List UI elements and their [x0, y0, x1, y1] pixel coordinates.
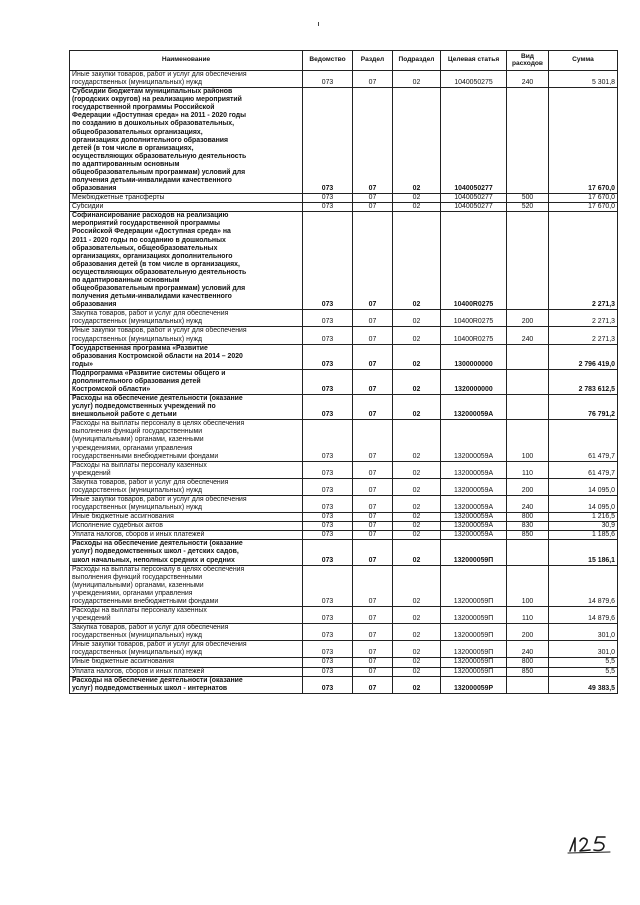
row-razdel: 07: [353, 420, 393, 461]
row-razdel: 07: [353, 607, 393, 624]
table-row: [70, 658, 618, 667]
row-celevaya-statya: 132000059П: [441, 565, 507, 606]
row-vid-raskhodov: [507, 344, 549, 369]
row-celevaya-statya: 132000059А: [441, 531, 507, 540]
row-vedomstvo: 073: [303, 676, 353, 693]
row-summa: 2 796 419,0: [549, 344, 618, 369]
row-name: Подпрограмма «Развитие системы общего и дополнительного образования детей Костромской области»: [70, 369, 303, 394]
row-name: Закупка товаров, работ и услуг для обеспечения государственных (муниципальных) нужд: [70, 624, 303, 641]
row-name: Расходы на обеспечение деятельности (оказание услуг) подведомственных школ - детских садов, школ начальных, неполных средних и средних: [70, 540, 303, 565]
table-row: [70, 461, 618, 478]
row-vedomstvo: 073: [303, 420, 353, 461]
row-razdel: 07: [353, 395, 393, 420]
row-razdel: 07: [353, 344, 393, 369]
row-razdel: 07: [353, 88, 393, 194]
row-vedomstvo: 073: [303, 641, 353, 658]
row-vid-raskhodov: 850: [507, 667, 549, 676]
row-vid-raskhodov: [507, 88, 549, 194]
row-name: Иные закупки товаров, работ и услуг для обеспечения государственных (муниципальных) нужд: [70, 71, 303, 88]
row-summa: 2 271,3: [549, 310, 618, 327]
row-podrazdel: 02: [393, 203, 441, 212]
row-vedomstvo: 073: [303, 513, 353, 522]
row-celevaya-statya: 132000059А: [441, 522, 507, 531]
handwritten-page-number: [566, 834, 614, 854]
row-summa: 301,0: [549, 624, 618, 641]
row-celevaya-statya: 132000059П: [441, 624, 507, 641]
row-podrazdel: 02: [393, 420, 441, 461]
table-row: [70, 395, 618, 420]
row-summa: 14 879,6: [549, 565, 618, 606]
row-summa: 5 301,8: [549, 71, 618, 88]
row-vid-raskhodov: [507, 676, 549, 693]
row-celevaya-statya: 132000059А: [441, 495, 507, 512]
row-podrazdel: 02: [393, 624, 441, 641]
row-celevaya-statya: 132000059П: [441, 667, 507, 676]
table-row: [70, 71, 618, 88]
row-vedomstvo: 073: [303, 461, 353, 478]
row-name: Закупка товаров, работ и услуг для обеспечения государственных (муниципальных) нужд: [70, 478, 303, 495]
row-podrazdel: 02: [393, 641, 441, 658]
row-razdel: 07: [353, 478, 393, 495]
row-podrazdel: 02: [393, 667, 441, 676]
row-name: Расходы на выплаты персоналу казенных учреждений: [70, 607, 303, 624]
table-row: [70, 327, 618, 344]
row-name: Уплата налогов, сборов и иных платежей: [70, 531, 303, 540]
row-vedomstvo: 073: [303, 478, 353, 495]
row-podrazdel: 02: [393, 478, 441, 495]
row-summa: 61 479,7: [549, 420, 618, 461]
header-celevaya-statya: Целевая статья: [441, 51, 507, 71]
row-vedomstvo: 073: [303, 212, 353, 310]
row-podrazdel: 02: [393, 71, 441, 88]
row-vid-raskhodov: 830: [507, 522, 549, 531]
row-name: Расходы на выплаты персоналу в целях обеспечения выполнения функций государственными (муниципальными) органами, казенными учреждениями, органами управления государственными внебюджетными фондами: [70, 420, 303, 461]
table-row: [70, 212, 618, 310]
row-name: Расходы на выплаты персоналу в целях обеспечения выполнения функций государственными (муниципальными) органами, казенными учреждениями, органами управления государственными внебюджетными фондами: [70, 565, 303, 606]
row-razdel: 07: [353, 327, 393, 344]
row-vid-raskhodov: [507, 369, 549, 394]
row-summa: 2 271,3: [549, 212, 618, 310]
row-podrazdel: 02: [393, 344, 441, 369]
row-celevaya-statya: 1040050275: [441, 71, 507, 88]
table-row: [70, 344, 618, 369]
row-celevaya-statya: 132000059П: [441, 607, 507, 624]
row-vid-raskhodov: [507, 212, 549, 310]
table-row: [70, 641, 618, 658]
row-name: Субсидии: [70, 203, 303, 212]
row-name: Иные закупки товаров, работ и услуг для обеспечения государственных (муниципальных) нужд: [70, 327, 303, 344]
row-vedomstvo: 073: [303, 310, 353, 327]
row-name: Закупка товаров, работ и услуг для обеспечения государственных (муниципальных) нужд: [70, 310, 303, 327]
table-row: [70, 624, 618, 641]
row-celevaya-statya: 132000059Р: [441, 676, 507, 693]
row-celevaya-statya: 132000059П: [441, 658, 507, 667]
row-podrazdel: 02: [393, 495, 441, 512]
table-header-row: [70, 51, 618, 71]
row-vedomstvo: 073: [303, 327, 353, 344]
row-name: Софинансирование расходов на реализацию мероприятий государственной программы Российской Федерации «Доступная среда» на 2011 - 2020 годы по созданию в дошкольных образовательных, общеобразовательных организациях, организациях дополнительного образования детей (в том числе в организациях, осуществляющих образовательную деятельность по адаптированным основным общеобразовательным программам) условий для получения детьми-инвалидами качественного образования: [70, 212, 303, 310]
row-razdel: 07: [353, 641, 393, 658]
row-vid-raskhodov: 240: [507, 327, 549, 344]
row-vedomstvo: 073: [303, 658, 353, 667]
row-celevaya-statya: 1300000000: [441, 344, 507, 369]
table-row: [70, 203, 618, 212]
table-row: [70, 310, 618, 327]
table-body: [70, 71, 618, 694]
table-row: [70, 495, 618, 512]
header-podrazdel: Подраздел: [393, 51, 441, 71]
row-podrazdel: 02: [393, 540, 441, 565]
table-row: [70, 369, 618, 394]
row-vid-raskhodov: 520: [507, 203, 549, 212]
row-summa: 1 216,5: [549, 513, 618, 522]
row-celevaya-statya: 132000059А: [441, 478, 507, 495]
row-vedomstvo: 073: [303, 88, 353, 194]
table-row: [70, 676, 618, 693]
row-summa: 14 095,0: [549, 495, 618, 512]
row-name: Расходы на выплаты персоналу казенных учреждений: [70, 461, 303, 478]
row-razdel: 07: [353, 667, 393, 676]
row-summa: 30,9: [549, 522, 618, 531]
row-razdel: 07: [353, 565, 393, 606]
row-celevaya-statya: 1040050277: [441, 88, 507, 194]
row-celevaya-statya: 1320000000: [441, 369, 507, 394]
row-vedomstvo: 073: [303, 395, 353, 420]
row-vid-raskhodov: 100: [507, 420, 549, 461]
header-summa: Сумма: [549, 51, 618, 71]
row-vedomstvo: 073: [303, 540, 353, 565]
row-vid-raskhodov: 110: [507, 607, 549, 624]
row-vid-raskhodov: 800: [507, 513, 549, 522]
row-name: Иные бюджетные ассигнования: [70, 658, 303, 667]
row-razdel: 07: [353, 540, 393, 565]
row-celevaya-statya: 10400R0275: [441, 327, 507, 344]
row-name: Иные закупки товаров, работ и услуг для обеспечения государственных (муниципальных) нужд: [70, 641, 303, 658]
table-row: [70, 565, 618, 606]
row-podrazdel: 02: [393, 522, 441, 531]
row-vedomstvo: 073: [303, 624, 353, 641]
row-podrazdel: 02: [393, 88, 441, 194]
row-name: Уплата налогов, сборов и иных платежей: [70, 667, 303, 676]
row-celevaya-statya: 132000059А: [441, 513, 507, 522]
row-vedomstvo: 073: [303, 607, 353, 624]
row-name: Субсидии бюджетам муниципальных районов (городских округов) на реализацию мероприятий государственной программы Российской Федерации «Доступная среда» на 2011 - 2020 годы по созданию в дошкольных образовательных, общеобразовательных организациях, организациях дополнительного образования детей (в том числе в организациях, осуществляющих образовательную деятельность по адаптированным основным общеобразовательным программам) условий для получения детьми-инвалидами качественного образования: [70, 88, 303, 194]
row-celevaya-statya: 132000059П: [441, 641, 507, 658]
row-summa: 14 879,6: [549, 607, 618, 624]
row-celevaya-statya: 132000059А: [441, 420, 507, 461]
row-summa: 76 791,2: [549, 395, 618, 420]
row-summa: 17 670,0: [549, 203, 618, 212]
row-vedomstvo: 073: [303, 667, 353, 676]
table-row: [70, 540, 618, 565]
row-celevaya-statya: 132000059П: [441, 540, 507, 565]
row-vedomstvo: 073: [303, 495, 353, 512]
row-podrazdel: 02: [393, 395, 441, 420]
row-vedomstvo: 073: [303, 369, 353, 394]
row-razdel: 07: [353, 71, 393, 88]
row-razdel: 07: [353, 531, 393, 540]
row-celevaya-statya: 1040050277: [441, 194, 507, 203]
row-name: Иные бюджетные ассигнования: [70, 513, 303, 522]
row-vedomstvo: 073: [303, 71, 353, 88]
row-summa: 49 383,5: [549, 676, 618, 693]
row-celevaya-statya: 1040050277: [441, 203, 507, 212]
row-name: Иные закупки товаров, работ и услуг для обеспечения государственных (муниципальных) нужд: [70, 495, 303, 512]
row-podrazdel: 02: [393, 565, 441, 606]
table-row: [70, 522, 618, 531]
row-name: Расходы на обеспечение деятельности (оказание услуг) подведомственных учреждений по внешкольной работе с детьми: [70, 395, 303, 420]
row-razdel: 07: [353, 212, 393, 310]
table-row: [70, 478, 618, 495]
row-vid-raskhodov: 240: [507, 495, 549, 512]
header-vedomstvo: Ведомство: [303, 51, 353, 71]
row-celevaya-statya: 10400R0275: [441, 310, 507, 327]
row-podrazdel: 02: [393, 531, 441, 540]
table-row: [70, 667, 618, 676]
header-razdel: Раздел: [353, 51, 393, 71]
row-vedomstvo: 073: [303, 531, 353, 540]
row-razdel: 07: [353, 194, 393, 203]
table-row: [70, 194, 618, 203]
row-podrazdel: 02: [393, 369, 441, 394]
row-summa: 1 185,6: [549, 531, 618, 540]
row-razdel: 07: [353, 513, 393, 522]
row-vid-raskhodov: [507, 540, 549, 565]
row-podrazdel: 02: [393, 676, 441, 693]
row-vedomstvo: 073: [303, 522, 353, 531]
row-podrazdel: 02: [393, 658, 441, 667]
row-vid-raskhodov: 200: [507, 310, 549, 327]
table-row: [70, 88, 618, 194]
row-summa: 5,5: [549, 658, 618, 667]
row-razdel: 07: [353, 624, 393, 641]
row-summa: 2 271,3: [549, 327, 618, 344]
header-vid-raskhodov: Вид расходов: [507, 51, 549, 71]
row-razdel: 07: [353, 203, 393, 212]
row-podrazdel: 02: [393, 212, 441, 310]
row-vedomstvo: 073: [303, 565, 353, 606]
row-vid-raskhodov: 850: [507, 531, 549, 540]
row-celevaya-statya: 132000059А: [441, 461, 507, 478]
table-row: [70, 531, 618, 540]
row-razdel: 07: [353, 676, 393, 693]
table-row: [70, 513, 618, 522]
row-vid-raskhodov: 110: [507, 461, 549, 478]
row-name: Расходы на обеспечение деятельности (оказание услуг) подведомственных школ - интернатов: [70, 676, 303, 693]
table-row: [70, 607, 618, 624]
row-vid-raskhodov: 800: [507, 658, 549, 667]
row-vid-raskhodov: 200: [507, 478, 549, 495]
row-summa: 2 783 612,5: [549, 369, 618, 394]
row-podrazdel: 02: [393, 513, 441, 522]
row-name: Межбюджетные трансферты: [70, 194, 303, 203]
row-celevaya-statya: 132000059А: [441, 395, 507, 420]
row-vid-raskhodov: 240: [507, 641, 549, 658]
budget-table: [69, 50, 618, 694]
row-vid-raskhodov: 200: [507, 624, 549, 641]
table-row: [70, 420, 618, 461]
row-podrazdel: 02: [393, 310, 441, 327]
row-razdel: 07: [353, 310, 393, 327]
row-summa: 17 670,0: [549, 88, 618, 194]
row-summa: 14 095,0: [549, 478, 618, 495]
row-summa: 61 479,7: [549, 461, 618, 478]
row-vid-raskhodov: 240: [507, 71, 549, 88]
row-name: Исполнение судебных актов: [70, 522, 303, 531]
row-vedomstvo: 073: [303, 203, 353, 212]
row-summa: 15 186,1: [549, 540, 618, 565]
row-razdel: 07: [353, 495, 393, 512]
row-vedomstvo: 073: [303, 344, 353, 369]
row-vedomstvo: 073: [303, 194, 353, 203]
row-podrazdel: 02: [393, 461, 441, 478]
header-name: Наименование: [70, 51, 303, 71]
row-vid-raskhodov: 500: [507, 194, 549, 203]
row-vid-raskhodov: 100: [507, 565, 549, 606]
scan-mark: [318, 22, 319, 26]
row-podrazdel: 02: [393, 607, 441, 624]
row-summa: 301,0: [549, 641, 618, 658]
row-podrazdel: 02: [393, 327, 441, 344]
row-summa: 17 670,0: [549, 194, 618, 203]
row-podrazdel: 02: [393, 194, 441, 203]
row-razdel: 07: [353, 369, 393, 394]
row-celevaya-statya: 10400R0275: [441, 212, 507, 310]
row-razdel: 07: [353, 461, 393, 478]
row-summa: 5,5: [549, 667, 618, 676]
row-vid-raskhodov: [507, 395, 549, 420]
row-razdel: 07: [353, 658, 393, 667]
row-name: Государственная программа «Развитие образования Костромской области на 2014 – 2020 годы»: [70, 344, 303, 369]
row-razdel: 07: [353, 522, 393, 531]
